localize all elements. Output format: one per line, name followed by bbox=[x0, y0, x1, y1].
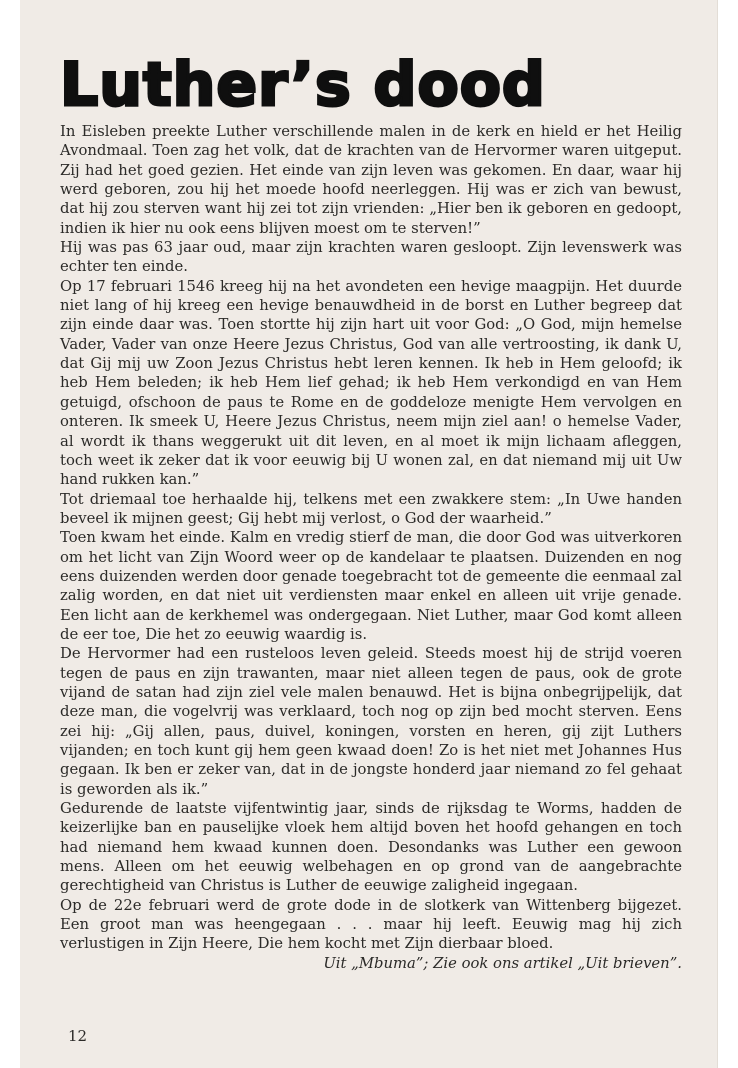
page-number: 12 bbox=[68, 1027, 88, 1045]
document-page bbox=[20, 0, 717, 1068]
paragraph: Op de 22e februari werd de grote dode in de slotkerk van Wittenberg bijgezet. Een groot man was heengegaan . . . maar hij leeft. Eeuwig mag hij zich verlustigen in Zijn Heere, Die hem kocht met Zijn dierbaar bloed. bbox=[60, 896, 682, 953]
paragraph: In Eisleben preekte Luther verschillende malen in de kerk en hield er het Heilig Avondmaal. Toen zag het volk, dat de krachten van de Hervormer waren uitgeput. Zij had het goed gezien. Het einde van zijn leven was gekomen. En daar, waar hij werd geboren, zou hij het moede hoofd neerleggen. Hij was er zich van bewust, dat hij zou sterven want hij zei tot zijn vrienden: „Hier ben ik geboren en gedoopt, indien ik hier nu ook eens blijven moest om te sterven!” bbox=[60, 123, 682, 237]
paragraph: De Hervormer had een rusteloos leven geleid. Steeds moest hij de strijd voeren tegen de paus en zijn trawanten, maar niet alleen tegen de paus, ook de grote vijand de satan had zijn ziel vele malen benauwd. Het is bijna onbegrijpelijk, dat deze man, die vogelvrij was verklaard, toch nog op zijn bed mocht sterven. Eens zei hij: „Gij allen, paus, duivel, koningen, vorsten en heren, gij zijt Luthers vijanden; en toch kunt gij hem geen kwaad doen! Zo is het niet met Johannes Hus gegaan. Ik ben er zeker van, dat in de jongste honderd jaar niemand zo fel gehaat is geworden als ik.” bbox=[60, 645, 682, 798]
article-title: Luther’s dood bbox=[60, 50, 546, 120]
article-body bbox=[60, 122, 682, 973]
paragraph: Gedurende de laatste vijfentwintig jaar, sinds de rijksdag te Worms, hadden de keizerlijke ban en pauselijke vloek hem altijd boven het hoofd gehangen en toch had niemand hem kwaad kunnen doen. Desondanks was Luther een gewoon mens. Alleen om het eeuwig welbehagen en op grond van de aangebrachte gerechtigheid van Christus is Luther de eeuwige zaligheid ingegaan. bbox=[60, 800, 682, 895]
paragraph: Toen kwam het einde. Kalm en vredig stierf de man, die door God was uitverkoren om het licht van Zijn Woord weer op de kandelaar te plaatsen. Duizenden en nog eens duizenden werden door genade toegebracht tot de gemeente die eenmaal zal zalig worden, en dat niet uit verdiensten maar enkel en alleen uit vrije genade. Een licht aan de kerkhemel was ondergegaan. Niet Luther, maar God komt alleen de eer toe, Die het zo eeuwig waardig is. bbox=[60, 529, 682, 643]
paragraph: Hij was pas 63 jaar oud, maar zijn krachten waren gesloopt. Zijn levenswerk was echter ten einde. bbox=[60, 239, 682, 276]
paragraph: Tot driemaal toe herhaalde hij, telkens met een zwakkere stem: „In Uwe handen beveel ik mijnen geest; Gij hebt mij verlost, o God der waarheid.” bbox=[60, 490, 682, 527]
source-attribution: Uit „Mbuma”; Zie ook ons artikel „Uit brieven”. bbox=[323, 954, 682, 972]
paragraph: Op 17 februari 1546 kreeg hij na het avondeten een hevige maagpijn. Het duurde niet lang of hij kreeg een hevige benauwdheid in de borst en Luther begreep dat zijn einde daar was. Toen stortte hij zijn hart uit voor God: „O God, mijn hemelse Vader, Vader van onze Heere Jezus Christus, God van alle vertroosting, ik dank U, dat Gij mij uw Zoon Jezus Christus hebt leren kennen. Ik heb in Hem geloofd; ik heb Hem beleden; ik heb Hem lief gehad; ik heb Hem verkondigd en van Hem getuigd, ofschoon de paus te Rome en de goddeloze menigte Hem vervolgen en onteren. Ik smeek U, Heere Jezus Christus, neem mijn ziel aan! o hemelse Vader, al wordt ik thans weggerukt uit dit leven, en al moet ik mijn lichaam afleggen, toch weet ik zeker dat ik voor eeuwig bij U wonen zal, en dat niemand mij uit Uw hand rukken kan.” bbox=[60, 277, 682, 489]
